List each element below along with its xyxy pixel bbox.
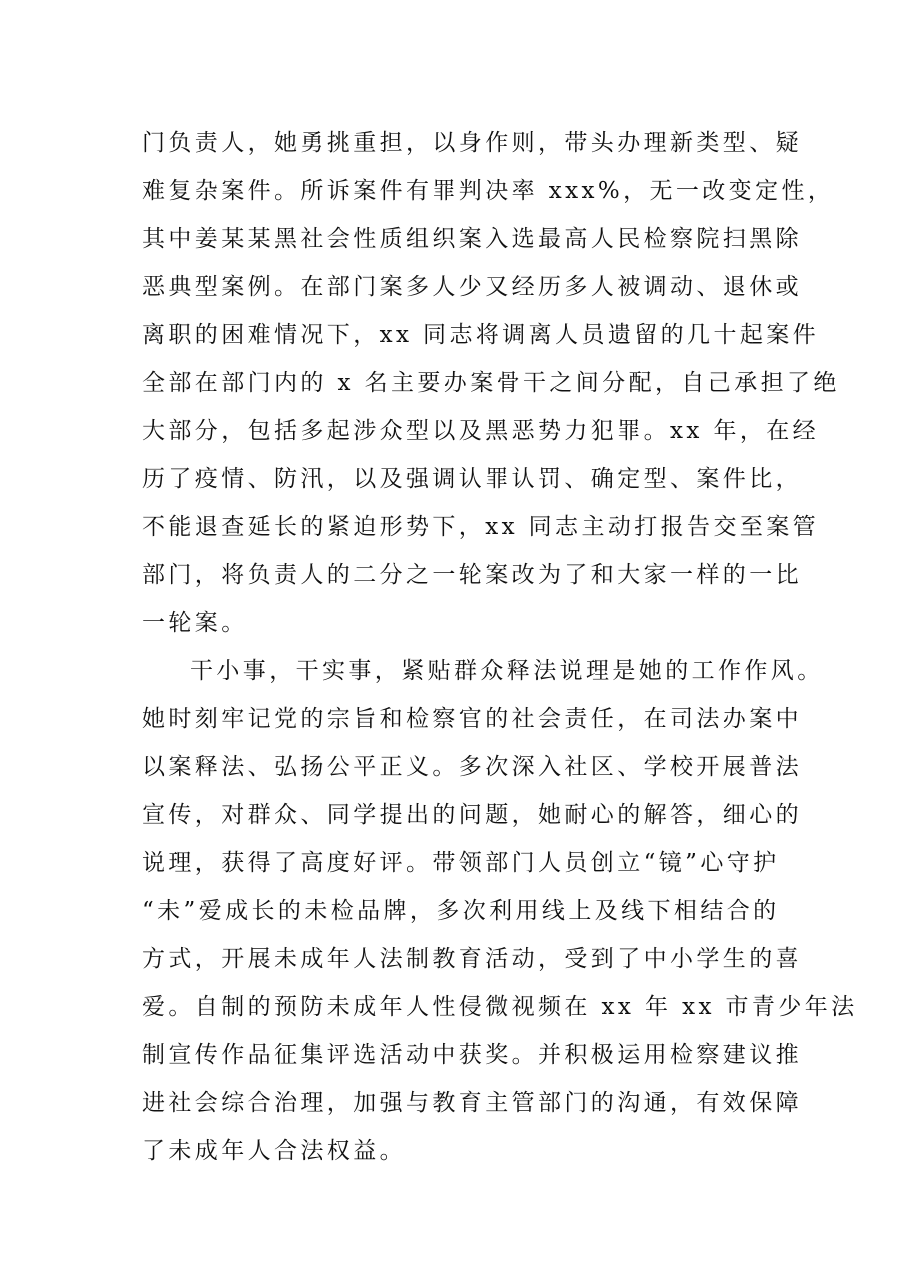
paragraph-2-line-11: 了未成年人合法权益。 (142, 1138, 406, 1164)
paragraph-1-line-6: 全部在部门内的 x 名主要办案骨干之间分配，自己承担了绝 (142, 370, 840, 396)
paragraph-2-line-8: 爱。自制的预防未成年人性侵微视频在 xx 年 xx 市青少年法 (142, 994, 858, 1020)
paragraph-1-line-8: 历了疫情、防汛，以及强调认罪认罚、确定型、案件比， (142, 466, 802, 492)
paragraph-2-line-2: 她时刻牢记党的宗旨和检察官的社会责任，在司法办案中 (142, 706, 802, 732)
paragraph-1-line-10: 部门，将负责人的二分之一轮案改为了和大家一样的一比 (142, 562, 802, 588)
paragraph-2-line-7: 方式，开展未成年人法制教育活动，受到了中小学生的喜 (142, 946, 802, 972)
paragraph-2-line-9: 制宣传作品征集评选活动中获奖。并积极运用检察建议推 (142, 1042, 802, 1068)
paragraph-1-line-7: 大部分，包括多起涉众型以及黑恶势力犯罪。xx 年，在经 (142, 418, 820, 444)
paragraph-1-line-3: 其中姜某某黑社会性质组织案入选最高人民检察院扫黑除 (142, 226, 802, 252)
paragraph-1-line-11: 一轮案。 (142, 610, 248, 636)
paragraph-1-line-5: 离职的困难情况下，xx 同志将调离人员遗留的几十起案件 (142, 322, 820, 348)
paragraph-2-line-4: 宣传，对群众、同学提出的问题，她耐心的解答，细心的 (142, 802, 802, 828)
paragraph-2-line-3: 以案释法、弘扬公平正义。多次深入社区、学校开展普法 (142, 754, 802, 780)
paragraph-1-line-2: 难复杂案件。所诉案件有罪判决率 xxx%，无一改变定性， (142, 178, 835, 204)
paragraph-2-line-1: 干小事，干实事，紧贴群众释法说理是她的工作作风。 (190, 658, 824, 684)
paragraph-2-line-5: 说理，获得了高度好评。带领部门人员创立“镜”心守护 (142, 850, 780, 876)
paragraph-1-line-1: 门负责人，她勇挑重担，以身作则，带头办理新类型、疑 (142, 130, 802, 156)
paragraph-1-line-4: 恶典型案例。在部门案多人少又经历多人被调动、退休或 (142, 274, 802, 300)
paragraph-1-line-9: 不能退查延长的紧迫形势下，xx 同志主动打报告交至案管 (142, 514, 820, 540)
paragraph-2-line-10: 进社会综合治理，加强与教育主管部门的沟通，有效保障 (142, 1090, 802, 1116)
paragraph-2-line-6: “未”爱成长的未检品牌，多次利用线上及线下相结合的 (142, 898, 780, 924)
